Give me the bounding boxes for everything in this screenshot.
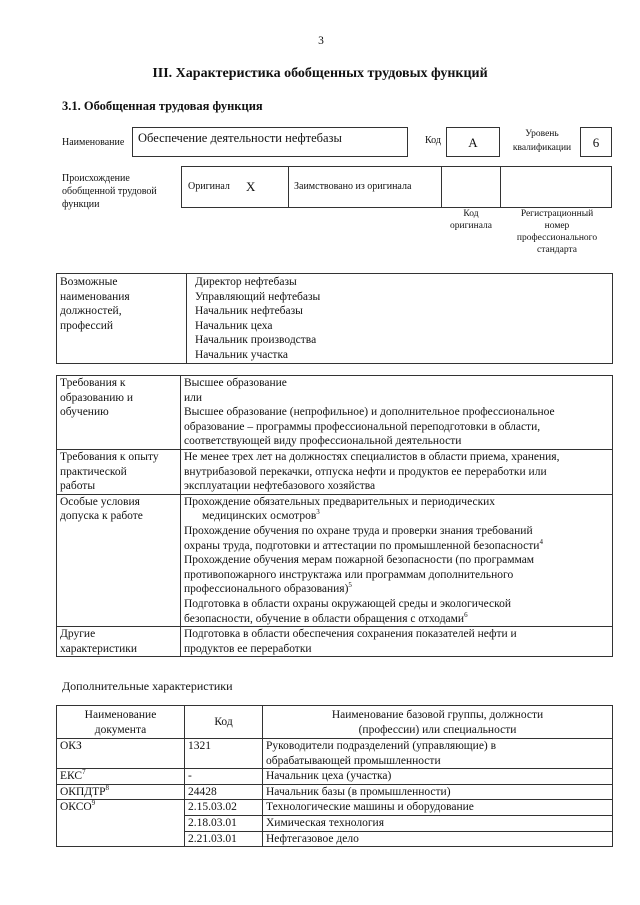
requirement-line xyxy=(184,509,609,524)
requirement-label-line: практической xyxy=(60,465,127,478)
requirement-line: Подготовка в области обеспечения сохранения показателей нефти и xyxy=(184,628,517,641)
requirement-value xyxy=(181,627,613,657)
footnote-mark: 6 xyxy=(464,610,468,619)
origin-table xyxy=(181,166,612,208)
requirement-line xyxy=(184,495,609,510)
name-line: Начальник цеха (участка) xyxy=(266,770,392,783)
footnote-mark: 7 xyxy=(82,768,86,777)
requirement-line-text: Подготовка в области охраны окружающей среды и экологической xyxy=(184,597,512,610)
requirement-label-line: Другие xyxy=(60,628,96,641)
requirement-label-line: допуска к работе xyxy=(60,510,143,523)
requirement-label-line: обучению xyxy=(60,406,109,419)
header-code xyxy=(185,706,263,739)
additional-table xyxy=(56,705,613,847)
code-cell: 2.15.03.02 xyxy=(185,800,263,816)
requirement-line-text: охраны труда, подготовки и аттестации по промышленной безопасности xyxy=(184,539,540,552)
requirement-line: или xyxy=(184,391,203,404)
footnote-mark: 8 xyxy=(105,783,110,792)
code-cell: 1321 xyxy=(185,739,263,769)
header-doc-line: Наименование xyxy=(84,709,157,721)
footnote-mark: 9 xyxy=(91,799,96,808)
footnote-mark: 5 xyxy=(348,581,352,590)
requirement-label xyxy=(57,494,181,626)
table-row xyxy=(57,784,613,800)
code-label: Код xyxy=(425,135,441,146)
requirement-row-experience xyxy=(57,449,613,494)
position-item: Начальник нефтебазы xyxy=(195,305,303,318)
requirement-label-line: Требования к опыту xyxy=(60,450,159,463)
level-field xyxy=(580,127,612,157)
doc-cell xyxy=(57,800,185,847)
origin-label-line: Происхождение xyxy=(62,173,130,184)
requirement-line: эксплуатации нефтебазового хозяйства xyxy=(184,480,376,493)
level-label-line-1: Уровень xyxy=(525,129,559,139)
requirement-line xyxy=(184,568,609,583)
registration-label xyxy=(502,208,612,256)
doc-text: ОКСО xyxy=(60,801,92,814)
footnote-mark: 3 xyxy=(316,508,320,517)
level-label xyxy=(505,128,579,154)
requirement-line-text: противопожарного инструктажа или программам дополнительного xyxy=(184,568,514,581)
name-line: Технологические машины и оборудование xyxy=(266,801,474,814)
requirement-line-text: Прохождение обучения по охране труда и проверки знания требований xyxy=(184,524,533,537)
requirement-line: соответствующей виду профессиональной деятельности xyxy=(184,435,462,448)
code-value: А xyxy=(468,135,478,150)
registration-label-line: номер xyxy=(544,221,570,231)
requirements-table xyxy=(56,375,613,657)
requirement-row-other xyxy=(57,627,613,657)
name-cell xyxy=(263,769,613,785)
doc-cell xyxy=(57,784,185,800)
section-title: III. Характеристика обобщенных трудовых функций xyxy=(152,66,488,81)
name-line: обрабатывающей промышленности xyxy=(266,754,441,767)
positions-label xyxy=(57,274,187,364)
name-cell xyxy=(263,831,613,847)
positions-row xyxy=(57,274,613,364)
positions-values xyxy=(187,274,613,364)
name-cell xyxy=(263,739,613,769)
requirement-line: внутрибазовой перекачки, отпуска нефти и продуктов ее переработки или xyxy=(184,465,547,478)
requirement-row-education xyxy=(57,376,613,450)
requirement-label xyxy=(57,449,181,494)
level-label-line-2: квалификации xyxy=(512,143,572,153)
name-line: Руководители подразделений (управляющие) в xyxy=(266,740,497,752)
name-label: Наименование xyxy=(62,137,125,148)
requirement-line: Высшее образование (непрофильное) и дополнительное профессиональное xyxy=(184,406,555,419)
positions-label-line: профессий xyxy=(60,319,114,332)
code-field xyxy=(446,127,500,157)
header-doc xyxy=(57,706,185,739)
origin-code-label xyxy=(441,208,501,232)
origin-label-line: обобщенной трудовой xyxy=(62,186,157,197)
header-name-line: (профессии) или специальности xyxy=(358,723,517,736)
origin-code-label-line: Код xyxy=(463,209,479,219)
name-cell xyxy=(263,800,613,816)
positions-label-line: наименования xyxy=(60,290,130,303)
positions-label-line: должностей, xyxy=(60,305,122,318)
name-cell xyxy=(263,784,613,800)
original-label: Оригинал xyxy=(188,181,230,192)
requirement-line-text: Прохождение обучения мерам пожарной безопасности (по программам xyxy=(184,554,535,567)
requirement-label-line: характеристики xyxy=(60,642,138,655)
requirement-value xyxy=(181,494,613,626)
additional-title: Дополнительные характеристики xyxy=(62,679,233,693)
name-line: Нефтегазовое дело xyxy=(266,832,359,845)
requirement-line-text: профессионального образования) xyxy=(184,583,349,596)
registration-label-line: профессионального xyxy=(516,233,598,243)
level-value: 6 xyxy=(592,135,600,150)
position-item: Начальник цеха xyxy=(195,319,273,332)
code-cell: 2.18.03.01 xyxy=(185,815,263,831)
requirement-line xyxy=(184,553,609,568)
table-row xyxy=(57,739,613,769)
header-code-text: Код xyxy=(214,715,233,728)
positions-table xyxy=(56,273,613,364)
name-field xyxy=(132,127,408,157)
position-item: Начальник участка xyxy=(195,348,288,361)
original-mark: X xyxy=(246,179,256,194)
requirement-value xyxy=(181,449,613,494)
requirement-value xyxy=(181,376,613,450)
borrowed-label: Заимствовано из оригинала xyxy=(294,181,412,192)
doc-cell xyxy=(57,769,185,785)
table-row xyxy=(57,769,613,785)
doc-text: ОКПДТР xyxy=(60,785,106,798)
name-line: Химическая технология xyxy=(266,816,384,829)
requirement-line xyxy=(184,612,609,627)
registration-label-line: стандарта xyxy=(537,245,577,255)
header-name-line: Наименование базовой группы, должности xyxy=(331,709,544,721)
origin-label-line: функции xyxy=(62,199,100,210)
requirement-line: продуктов ее переработки xyxy=(184,642,312,655)
table-row xyxy=(57,800,613,816)
name-cell xyxy=(263,815,613,831)
code-cell: 2.21.03.01 xyxy=(185,831,263,847)
requirement-line xyxy=(184,582,609,597)
requirement-label xyxy=(57,376,181,450)
requirement-label-line: работы xyxy=(60,480,96,493)
origin-code-label-line: оригинала xyxy=(450,221,492,231)
registration-label-line: Регистрационный xyxy=(520,209,594,219)
positions-label-line: Возможные xyxy=(60,276,118,288)
requirement-line xyxy=(184,597,609,612)
requirement-label-line: образованию и xyxy=(60,391,133,404)
doc-text: ОКЗ xyxy=(60,740,82,752)
requirement-label-line: Требования к xyxy=(60,377,126,389)
requirement-line-text: Прохождение обязательных предварительных и периодических xyxy=(184,495,496,508)
requirement-label xyxy=(57,627,181,657)
requirement-line: Высшее образование xyxy=(184,377,287,389)
origin-label xyxy=(62,172,157,211)
name-value: Обеспечение деятельности нефтебазы xyxy=(138,131,342,145)
requirement-line xyxy=(184,539,609,554)
header-name xyxy=(263,706,613,739)
requirement-row-special-conditions xyxy=(57,494,613,626)
additional-header-row xyxy=(57,706,613,739)
header-doc-line: документа xyxy=(94,723,147,736)
page-number: 3 xyxy=(318,35,324,47)
requirement-line-text: безопасности, обучение в области обращения с отходами xyxy=(184,612,465,625)
code-cell: - xyxy=(185,769,263,785)
doc-text: ЕКС xyxy=(60,770,83,783)
subsection-title: 3.1. Обобщенная трудовая функция xyxy=(62,99,263,113)
requirement-line: образование – программы профессиональной переподготовки в области, xyxy=(184,420,541,433)
code-cell: 24428 xyxy=(185,784,263,800)
requirement-line xyxy=(184,524,609,539)
position-item: Начальник производства xyxy=(195,334,317,347)
position-item: Директор нефтебазы xyxy=(195,276,297,288)
requirement-line: Не менее трех лет на должностях специалистов в области приема, хранения, xyxy=(184,450,560,463)
position-item: Управляющий нефтебазы xyxy=(195,290,321,303)
requirement-label-line: Особые условия xyxy=(60,495,140,508)
doc-cell xyxy=(57,739,185,769)
name-line: Начальник базы (в промышленности) xyxy=(266,785,451,798)
requirement-line-text: медицинских осмотров xyxy=(202,510,317,523)
footnote-mark: 4 xyxy=(539,537,543,546)
